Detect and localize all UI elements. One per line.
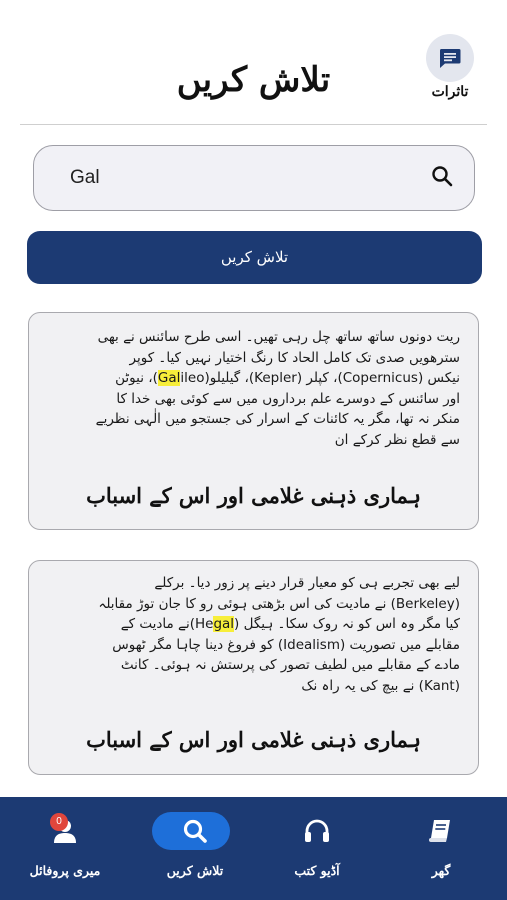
feedback-label: تاثرات xyxy=(431,84,469,100)
nav-item-home[interactable] xyxy=(386,797,496,900)
result-book-title: ہماری ذہنی غلامی اور اس کے اسباب xyxy=(86,727,421,752)
snippet-line xyxy=(47,348,460,369)
result-snippet xyxy=(47,327,460,450)
search-input[interactable] xyxy=(68,162,412,194)
notification-badge: 0 xyxy=(50,813,68,831)
header-divider xyxy=(20,124,487,125)
snippet-text: منکر نہ تھا، مگر یہ کائنات کے اسرار کی جستجو میں الٰہی نظریے xyxy=(95,411,460,427)
snippet-line xyxy=(47,676,460,697)
header xyxy=(0,0,507,124)
result-card[interactable] xyxy=(28,312,479,530)
result-card[interactable] xyxy=(28,560,479,775)
chat-bubble-icon xyxy=(438,46,462,70)
nav-label: گھر xyxy=(431,863,451,878)
snippet-text: ileo)، نیوٹن xyxy=(115,370,205,386)
snippet-line xyxy=(47,655,460,676)
snippet-text: (Kant) نے بیچ کی یہ راہ نک xyxy=(301,677,460,694)
snippet-text: مقابلے میں تصوریت (Idealism) کو فروغ دینا چاہا مگر ٹھوس xyxy=(112,636,460,653)
snippet-line xyxy=(47,573,460,594)
snippet-text: ریت دونوں ساتھ ساتھ چل رہی تھیں۔ اسی طرح سائنس نے بھی xyxy=(97,329,460,345)
snippet-text: )نے مادیت کے xyxy=(120,616,195,632)
snippet-line xyxy=(47,430,460,451)
search-icon[interactable] xyxy=(430,164,454,188)
feedback-icon-circle[interactable] xyxy=(426,34,474,82)
bottom-nav xyxy=(0,797,507,900)
search-icon[interactable] xyxy=(180,816,210,846)
snippet-line xyxy=(47,614,460,635)
search-button[interactable]: تلاش کریں xyxy=(27,231,482,284)
snippet-text: (Berkeley) نے مادیت کی اس بڑھتی ہوئی رو کا جان توڑ مقابلہ xyxy=(98,595,460,612)
nav-item-search[interactable] xyxy=(140,797,250,900)
snippet-text: مادے کے مقابلے میں لطیف تصور کی پرستش نہ ہوئی۔ کانٹ xyxy=(120,657,460,673)
nav-label: آڈیو کتب xyxy=(294,863,340,878)
snippet-text: سترھویں صدی تک کامل الحاد کا رنگ اختیار نہیں کیا۔ کوپر xyxy=(129,349,460,366)
nav-item-profile[interactable] xyxy=(10,797,120,900)
nav-item-audiobooks[interactable] xyxy=(262,797,372,900)
result-book-title: ہماری ذہنی غلامی اور اس کے اسباب xyxy=(86,483,421,508)
result-snippet xyxy=(47,573,460,696)
snippet-line xyxy=(47,368,460,389)
feedback-button[interactable] xyxy=(424,34,476,100)
snippet-text: سے قطع نظر کرکے ان xyxy=(334,431,460,448)
snippet-text: کیا مگر وہ اس کو نہ روک سکا۔ ہیگل (He xyxy=(194,616,460,632)
snippet-line xyxy=(47,389,460,410)
snippet-line xyxy=(47,409,460,430)
search-highlight: Gal xyxy=(157,370,181,386)
snippet-line xyxy=(47,327,460,348)
snippet-text: نیکس (Copernicus)، کپلر (Kepler)، گیلیلو( xyxy=(204,370,460,386)
search-box[interactable] xyxy=(33,145,475,211)
search-highlight: gal xyxy=(213,616,235,632)
snippet-line xyxy=(47,594,460,615)
book-icon[interactable] xyxy=(426,816,456,846)
snippet-line xyxy=(47,635,460,656)
nav-label: تلاش کریں xyxy=(166,863,224,878)
nav-label: میری پروفائل xyxy=(29,863,101,878)
snippet-text: لیے بھی تجربے ہی کو معیار قرار دینے پر زور دیا۔ برکلے xyxy=(154,575,460,591)
page-title: تلاش کریں xyxy=(176,60,331,100)
headphones-icon[interactable] xyxy=(302,816,332,846)
snippet-text: اور سائنس کے دوسرے علم برداروں میں سے کوئی بھی خدا کا xyxy=(116,390,460,407)
